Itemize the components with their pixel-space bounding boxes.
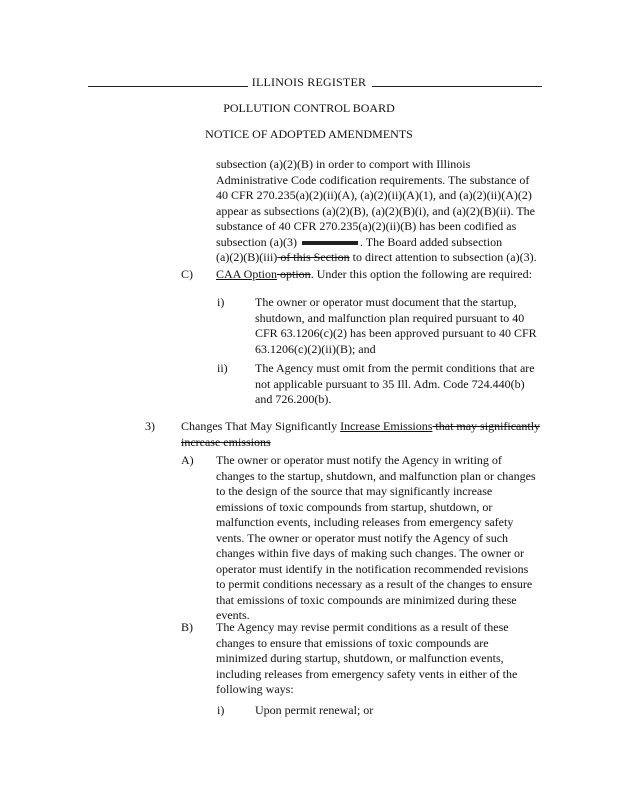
intro-line bbox=[216, 250, 556, 266]
text-line: minimized during startup, shutdown, or malfunction events, bbox=[216, 651, 504, 665]
text-line: malfunction events, including releases from emergency safety bbox=[216, 515, 514, 529]
item-a-label: A) bbox=[181, 453, 194, 467]
item-b-i-label: i) bbox=[217, 703, 225, 717]
intro-line: substance of 40 CFR 270.235(a)(2)(ii)(B) has been codified as bbox=[216, 219, 517, 233]
struck-text: increase emissions bbox=[181, 434, 271, 449]
intro-line: Administrative Code codification requirements. The substance of bbox=[216, 172, 530, 187]
text-line: changes within five days of making such changes. The owner or bbox=[216, 546, 525, 560]
item-a-text bbox=[216, 453, 566, 624]
text-line: The Agency may revise permit conditions as a result of these bbox=[216, 620, 509, 634]
item-b-i-text bbox=[255, 703, 555, 719]
text-line: that emissions of toxic compounds are minimized during these bbox=[216, 592, 517, 607]
item-c-text: . Under this option the following are required: bbox=[310, 267, 532, 281]
register-title: ILLINOIS REGISTER bbox=[251, 75, 367, 89]
item-3-heading bbox=[181, 419, 561, 450]
text-line: events. bbox=[216, 608, 250, 622]
item-c-title bbox=[216, 267, 556, 283]
text-line: shutdown, and malfunction plan required pursuant to 40 bbox=[255, 310, 525, 325]
text-line: The Agency must omit from the permit conditions that are bbox=[255, 361, 535, 375]
text-line: vents. The owner or operator must notify the Agency of such bbox=[216, 530, 509, 545]
intro-text: . The Board added subsection bbox=[359, 234, 503, 249]
text-line bbox=[181, 419, 561, 435]
text-line: including releases from emergency safety vents in either of the bbox=[216, 666, 518, 681]
struck-text: of this Section bbox=[277, 250, 350, 264]
text-line: changes to the startup, shutdown, and malfunction plan or changes bbox=[216, 468, 536, 483]
intro-line bbox=[216, 235, 556, 251]
text-line: emissions of toxic compounds from startup, shutdown, or bbox=[216, 499, 493, 514]
item-c-i-text bbox=[255, 295, 555, 357]
inserted-text: CAA Option bbox=[216, 267, 278, 281]
intro-text: to direct attention to subsection (a)(3). bbox=[349, 250, 537, 264]
text-line: to the design of the source that may significantly increase bbox=[216, 484, 493, 498]
text-line: changes to ensure that emissions of toxic compounds are bbox=[216, 635, 489, 650]
text-line bbox=[181, 435, 561, 451]
text-line: The owner or operator must notify the Agency in writing of bbox=[216, 453, 502, 467]
item-c-i-label: i) bbox=[217, 295, 225, 309]
item-b-text bbox=[216, 620, 566, 698]
item-c-ii-label: ii) bbox=[217, 361, 228, 375]
intro-text: (a)(2)(B)(iii) bbox=[216, 250, 278, 264]
struck-text: that may significantly bbox=[432, 419, 541, 433]
heading-text: Changes That May Significantly bbox=[181, 419, 341, 433]
inserted-text: Increase Emissions bbox=[340, 419, 433, 433]
item-c-label: C) bbox=[181, 267, 193, 281]
item-b-label: B) bbox=[181, 620, 193, 634]
intro-paragraph bbox=[216, 157, 556, 266]
intro-line: 40 CFR 270.235(a)(2)(ii)(A), (a)(2)(ii)(A)(1), and (a)(2)(ii)(A)(2) bbox=[216, 188, 532, 202]
text-line: operator must identify in the notification recommended revisions bbox=[216, 561, 529, 576]
intro-line: subsection (a)(2)(B) in order to comport with Illinois bbox=[216, 157, 471, 171]
text-line: Upon permit renewal; or bbox=[255, 703, 374, 717]
intro-text: subsection (a)(3) bbox=[216, 234, 297, 249]
notice-title: NOTICE OF ADOPTED AMENDMENTS bbox=[205, 127, 413, 141]
text-line: not applicable pursuant to 35 Ill. Adm. Code 724.440(b) bbox=[255, 376, 525, 391]
text-line: The owner or operator must document that the startup, bbox=[255, 295, 517, 309]
item-c-ii-text bbox=[255, 361, 555, 408]
redaction-mark bbox=[302, 241, 358, 245]
board-title: POLLUTION CONTROL BOARD bbox=[223, 101, 395, 115]
text-line: to permit conditions necessary as a result of the changes to ensure bbox=[216, 577, 533, 591]
text-line: following ways: bbox=[216, 682, 294, 696]
intro-line: appear as subsections (a)(2)(B), (a)(2)(B)(i), and (a)(2)(B)(ii). The bbox=[216, 203, 535, 218]
text-line: and 726.200(b). bbox=[255, 392, 332, 406]
struck-text: option bbox=[277, 267, 311, 281]
text-line: 63.1206(c)(2)(ii)(B); and bbox=[255, 341, 376, 356]
item-3-label: 3) bbox=[145, 419, 155, 433]
text-line: CFR 63.1206(c)(2) has been approved pursuant to 40 CFR bbox=[255, 326, 537, 340]
